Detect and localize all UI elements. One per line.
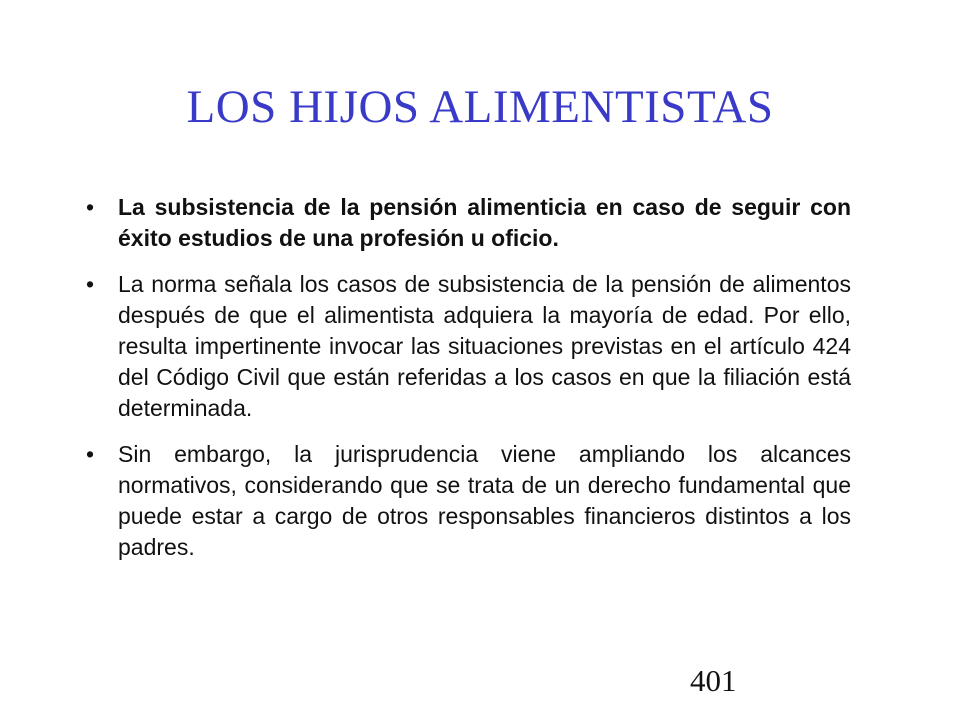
bullet-item <box>86 269 851 424</box>
bullet-item <box>86 439 851 563</box>
bullet-dot-icon: • <box>86 271 95 297</box>
bullet-text: Sin embargo, la jurisprudencia viene ampliando los alcances normativos, considerando que se trata de un derecho fundamental que puede estar a cargo de otros responsables financieros distintos a los padres. <box>118 441 851 560</box>
bullet-text: La norma señala los casos de subsistencia de la pensión de alimentos después de que el alimentista adquiera la mayoría de edad. Por ello, resulta impertinente invocar las situaciones previstas en el artículo 424 del Código Civil que están referidas a los casos en que la filiación está determinada. <box>118 271 851 421</box>
bullet-dot-icon: • <box>86 441 95 467</box>
slide-title: LOS HIJOS ALIMENTISTAS <box>186 81 774 133</box>
bullet-text: La subsistencia de la pensión alimenticia en caso de seguir con éxito estudios de una profesión u oficio. <box>118 194 851 251</box>
bullet-item <box>86 192 851 254</box>
bullet-dot-icon: • <box>86 194 95 220</box>
page-number: 401 <box>690 663 737 698</box>
bullet-list <box>86 192 851 578</box>
